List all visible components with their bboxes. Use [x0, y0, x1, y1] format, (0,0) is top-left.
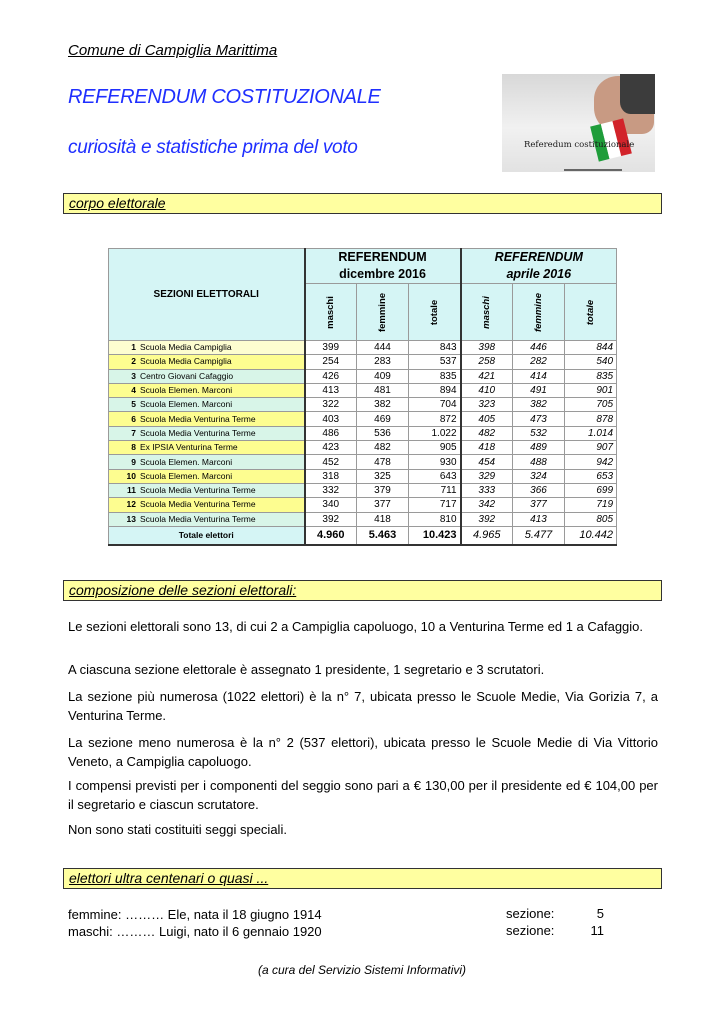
apr-totale-cell: 942 — [565, 455, 617, 469]
apr-maschi-cell: 482 — [461, 426, 513, 440]
section-name: 1 Scuola Media Campiglia — [109, 341, 305, 355]
sezione-number: 5 — [596, 906, 604, 921]
apr-femmine-cell: 473 — [513, 412, 565, 426]
page-subtitle: curiosità e statistiche prima del voto — [68, 137, 358, 158]
dic-femmine-cell: 481 — [357, 383, 409, 397]
section-name: 8 Ex IPSIA Venturina Terme — [109, 441, 305, 455]
centenaria-femmina: femmine: ……… Ele, nata il 18 giugno 1914 — [68, 907, 322, 922]
results-table — [108, 248, 617, 546]
apr-totale-cell: 805 — [565, 512, 617, 526]
sezione-label: sezione: — [506, 923, 555, 938]
apr-maschi-cell: 421 — [461, 369, 513, 383]
dic-maschi-cell: 413 — [305, 383, 357, 397]
table-row — [109, 412, 617, 426]
apr-femmine-cell: 446 — [513, 341, 565, 355]
total-apr-femmine: 5.477 — [513, 526, 565, 545]
total-dic-femmine: 5.463 — [357, 526, 409, 545]
table-row — [109, 512, 617, 526]
table-row — [109, 426, 617, 440]
sezione-number: 11 — [590, 923, 604, 938]
table-row — [109, 498, 617, 512]
dic-totale-cell: 872 — [409, 412, 461, 426]
apr-totale-cell: 835 — [565, 369, 617, 383]
subheader-femmine: femmine — [513, 284, 565, 341]
total-row — [109, 526, 617, 545]
dic-totale-cell: 711 — [409, 483, 461, 497]
apr-maschi-cell: 329 — [461, 469, 513, 483]
ballot-box-slot — [564, 169, 622, 171]
apr-totale-cell: 653 — [565, 469, 617, 483]
table-row — [109, 455, 617, 469]
centenario-maschio: maschi: ……… Luigi, nato il 6 gennaio 1920 — [68, 924, 322, 939]
dic-totale-cell: 643 — [409, 469, 461, 483]
dic-femmine-cell: 379 — [357, 483, 409, 497]
section-name: 4 Scuola Elemen. Marconi — [109, 383, 305, 397]
dic-totale-cell: 1.022 — [409, 426, 461, 440]
section-name: 13 Scuola Media Venturina Terme — [109, 512, 305, 526]
apr-maschi-cell: 454 — [461, 455, 513, 469]
apr-maschi-cell: 410 — [461, 383, 513, 397]
dic-femmine-cell: 482 — [357, 441, 409, 455]
subheader-maschi: maschi — [305, 284, 357, 341]
apr-totale-cell: 699 — [565, 483, 617, 497]
dic-totale-cell: 835 — [409, 369, 461, 383]
total-apr-maschi: 4.965 — [461, 526, 513, 545]
dic-maschi-cell: 423 — [305, 441, 357, 455]
dic-totale-cell: 843 — [409, 341, 461, 355]
dic-totale-cell: 537 — [409, 355, 461, 369]
dic-totale-cell: 930 — [409, 455, 461, 469]
apr-totale-cell: 705 — [565, 398, 617, 412]
total-dic-maschi: 4.960 — [305, 526, 357, 545]
dic-femmine-cell: 469 — [357, 412, 409, 426]
section-name: 2 Scuola Media Campiglia — [109, 355, 305, 369]
section-name: 5 Scuola Elemen. Marconi — [109, 398, 305, 412]
table-row — [109, 469, 617, 483]
dic-maschi-cell: 332 — [305, 483, 357, 497]
apr-maschi-cell: 398 — [461, 341, 513, 355]
section-centenari: elettori ultra centenari o quasi ... — [63, 868, 662, 889]
apr-femmine-cell: 324 — [513, 469, 565, 483]
apr-femmine-cell: 377 — [513, 498, 565, 512]
apr-totale-cell: 540 — [565, 355, 617, 369]
apr-maschi-cell: 258 — [461, 355, 513, 369]
referendum-image — [502, 74, 655, 172]
header-ref-aprile: REFERENDUM aprile 2016 — [461, 249, 617, 284]
dic-femmine-cell: 409 — [357, 369, 409, 383]
section-name: 9 Scuola Elemen. Marconi — [109, 455, 305, 469]
subheader-maschi: maschi — [461, 284, 513, 341]
dic-maschi-cell: 486 — [305, 426, 357, 440]
dic-maschi-cell: 340 — [305, 498, 357, 512]
image-caption: Referedum costituzionale — [524, 140, 635, 150]
apr-totale-cell: 878 — [565, 412, 617, 426]
section-name: 3 Centro Giovani Cafaggio — [109, 369, 305, 383]
dic-totale-cell: 905 — [409, 441, 461, 455]
apr-femmine-cell: 366 — [513, 483, 565, 497]
dic-totale-cell: 717 — [409, 498, 461, 512]
apr-maschi-cell: 323 — [461, 398, 513, 412]
section-name: 7 Scuola Media Venturina Terme — [109, 426, 305, 440]
paragraph: A ciascuna sezione elettorale è assegnato 1 presidente, 1 segretario e 3 scrutatori. — [68, 662, 545, 677]
dic-femmine-cell: 377 — [357, 498, 409, 512]
dic-maschi-cell: 322 — [305, 398, 357, 412]
table-row — [109, 355, 617, 369]
paragraph: Le sezioni elettorali sono 13, di cui 2 a Campiglia capoluogo, 10 a Venturina Terme ed 1 a Cafaggio. — [68, 619, 644, 634]
table-row — [109, 341, 617, 355]
header-sezioni: SEZIONI ELETTORALI — [109, 249, 305, 341]
paragraph: La sezione più numerosa (1022 elettori) è la n° 7, ubicata presso le Scuole Medie, Via Gorizia 7, a Venturina Terme. — [68, 689, 658, 723]
apr-femmine-cell: 491 — [513, 383, 565, 397]
section-name: 12 Scuola Media Venturina Terme — [109, 498, 305, 512]
table-row — [109, 483, 617, 497]
subheader-femmine: femmine — [357, 284, 409, 341]
footer-credit: (a cura del Servizio Sistemi Informativi) — [257, 963, 467, 977]
dic-maschi-cell: 318 — [305, 469, 357, 483]
table-row — [109, 398, 617, 412]
dic-femmine-cell: 444 — [357, 341, 409, 355]
paragraph: Non sono stati costituiti seggi speciali. — [68, 822, 287, 837]
dic-femmine-cell: 418 — [357, 512, 409, 526]
header-ref-dicembre: REFERENDUM dicembre 2016 — [305, 249, 461, 284]
section-name: 10 Scuola Elemen. Marconi — [109, 469, 305, 483]
dic-femmine-cell: 478 — [357, 455, 409, 469]
apr-totale-cell: 901 — [565, 383, 617, 397]
total-label: Totale elettori — [109, 526, 305, 545]
dic-maschi-cell: 254 — [305, 355, 357, 369]
total-dic-totale: 10.423 — [409, 526, 461, 545]
apr-maschi-cell: 392 — [461, 512, 513, 526]
section-name: 6 Scuola Media Venturina Terme — [109, 412, 305, 426]
paragraph: I compensi previsti per i componenti del seggio sono pari a € 130,00 per il presidente ed € 104,00 per il segretario e ciascun scrutatore. — [68, 778, 658, 812]
section-name: 11 Scuola Media Venturina Terme — [109, 483, 305, 497]
dic-maschi-cell: 426 — [305, 369, 357, 383]
apr-femmine-cell: 282 — [513, 355, 565, 369]
subheader-totale: totale — [565, 284, 617, 341]
sezione-label: sezione: — [506, 906, 555, 921]
apr-femmine-cell: 414 — [513, 369, 565, 383]
page-title: REFERENDUM COSTITUZIONALE — [68, 86, 381, 108]
dic-maschi-cell: 452 — [305, 455, 357, 469]
section-corpo-elettorale: corpo elettorale — [63, 193, 662, 214]
apr-femmine-cell: 489 — [513, 441, 565, 455]
dic-femmine-cell: 325 — [357, 469, 409, 483]
comune-name: Comune di Campiglia Marittima — [68, 42, 278, 59]
apr-totale-cell: 844 — [565, 341, 617, 355]
apr-maschi-cell: 405 — [461, 412, 513, 426]
total-apr-totale: 10.442 — [565, 526, 617, 545]
sleeve-shape — [620, 74, 655, 114]
apr-maschi-cell: 418 — [461, 441, 513, 455]
apr-totale-cell: 1.014 — [565, 426, 617, 440]
dic-maschi-cell: 392 — [305, 512, 357, 526]
apr-totale-cell: 719 — [565, 498, 617, 512]
apr-maschi-cell: 333 — [461, 483, 513, 497]
section-composizione: composizione delle sezioni elettorali: — [63, 580, 662, 601]
apr-femmine-cell: 488 — [513, 455, 565, 469]
subheader-totale: totale — [409, 284, 461, 341]
dic-totale-cell: 810 — [409, 512, 461, 526]
dic-femmine-cell: 283 — [357, 355, 409, 369]
table-row — [109, 369, 617, 383]
dic-maschi-cell: 399 — [305, 341, 357, 355]
apr-femmine-cell: 382 — [513, 398, 565, 412]
apr-femmine-cell: 532 — [513, 426, 565, 440]
table-row — [109, 441, 617, 455]
dic-femmine-cell: 382 — [357, 398, 409, 412]
table-row — [109, 383, 617, 397]
apr-maschi-cell: 342 — [461, 498, 513, 512]
dic-femmine-cell: 536 — [357, 426, 409, 440]
apr-totale-cell: 907 — [565, 441, 617, 455]
dic-totale-cell: 704 — [409, 398, 461, 412]
dic-maschi-cell: 403 — [305, 412, 357, 426]
apr-femmine-cell: 413 — [513, 512, 565, 526]
dic-totale-cell: 894 — [409, 383, 461, 397]
paragraph: La sezione meno numerosa è la n° 2 (537 elettori), ubicata presso le Scuole Medie di Via Vittorio Veneto, a Campiglia capoluogo. — [68, 735, 658, 769]
